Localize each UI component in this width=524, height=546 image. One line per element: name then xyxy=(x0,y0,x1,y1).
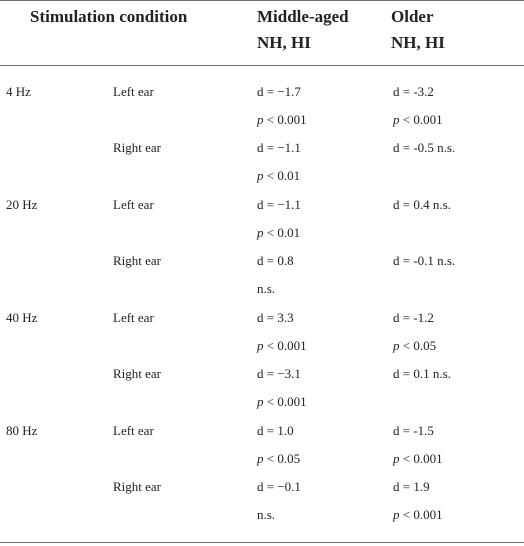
middle-aged-value xyxy=(257,78,307,134)
effect-size: d = −1.1 xyxy=(257,140,301,155)
group-80hz xyxy=(0,417,524,530)
effect-size: d = 0.4 n.s. xyxy=(393,197,451,212)
older-value xyxy=(393,191,451,219)
older-value xyxy=(393,134,455,162)
p-value: p < 0.01 xyxy=(257,168,301,183)
effect-size: d = 3.3 xyxy=(257,310,294,325)
ear-label: Right ear xyxy=(113,253,162,268)
table-row xyxy=(0,191,524,247)
table-row xyxy=(0,78,524,134)
ear-label: Right ear xyxy=(113,479,162,494)
effect-size: d = -1.5 xyxy=(393,423,434,438)
ear-label: Left ear xyxy=(113,197,154,212)
ear-label: Left ear xyxy=(113,84,154,99)
middle-aged-value xyxy=(257,473,301,529)
middle-aged-value xyxy=(257,134,301,190)
p-value: p < 0.001 xyxy=(257,338,307,353)
ear-label: Left ear xyxy=(113,310,154,325)
ear-label: Left ear xyxy=(113,423,154,438)
table-header xyxy=(0,4,524,64)
header-older-line2: NH, HI xyxy=(391,33,445,52)
older-value xyxy=(393,78,443,134)
effect-size: d = -1.2 xyxy=(393,310,434,325)
header-stimulation-condition: Stimulation condition xyxy=(30,7,188,26)
header-older-line1: Older xyxy=(391,7,434,26)
effect-size: d = 0.8 xyxy=(257,253,294,268)
middle-aged-value xyxy=(257,360,307,416)
table-row xyxy=(0,417,524,473)
p-value: p < 0.001 xyxy=(393,112,443,127)
table-bottom-rule xyxy=(0,542,524,543)
middle-aged-value xyxy=(257,304,307,360)
table-row xyxy=(0,134,524,190)
middle-aged-value xyxy=(257,247,294,303)
effect-size: d = −1.1 xyxy=(257,197,301,212)
p-value: p < 0.05 xyxy=(393,338,437,353)
freq-label: 4 Hz xyxy=(6,84,31,99)
table-top-rule xyxy=(0,0,524,1)
group-4hz xyxy=(0,78,524,191)
older-value xyxy=(393,247,455,275)
p-value: p < 0.05 xyxy=(257,451,301,466)
p-value: p < 0.001 xyxy=(257,112,307,127)
group-40hz xyxy=(0,304,524,417)
freq-label: 80 Hz xyxy=(6,423,38,438)
effect-size: d = −0.1 xyxy=(257,479,301,494)
effect-size: d = -0.1 n.s. xyxy=(393,253,456,268)
p-value: p < 0.001 xyxy=(393,507,443,522)
middle-aged-value xyxy=(257,191,301,247)
not-significant: n.s. xyxy=(257,281,276,296)
table-row xyxy=(0,473,524,529)
effect-size: d = 1.9 xyxy=(393,479,430,494)
effect-size: d = −1.7 xyxy=(257,84,301,99)
p-value: p < 0.01 xyxy=(257,225,301,240)
freq-label: 40 Hz xyxy=(6,310,38,325)
header-older xyxy=(391,4,445,56)
table-body xyxy=(0,78,524,530)
table-row xyxy=(0,304,524,360)
effect-size: d = 1.0 xyxy=(257,423,294,438)
older-value xyxy=(393,473,443,529)
effect-size: d = 0.1 n.s. xyxy=(393,366,451,381)
ear-label: Right ear xyxy=(113,366,162,381)
header-middle-aged xyxy=(257,4,349,56)
p-value: p < 0.001 xyxy=(393,451,443,466)
freq-label: 20 Hz xyxy=(6,197,38,212)
table-row xyxy=(0,360,524,416)
header-rule xyxy=(0,65,524,66)
middle-aged-value xyxy=(257,417,300,473)
header-middle-aged-line2: NH, HI xyxy=(257,33,311,52)
p-value: p < 0.001 xyxy=(257,394,307,409)
older-value xyxy=(393,304,436,360)
effect-size: d = -3.2 xyxy=(393,84,434,99)
not-significant: n.s. xyxy=(257,507,276,522)
table-row xyxy=(0,247,524,303)
group-20hz xyxy=(0,191,524,304)
older-value xyxy=(393,360,451,388)
ear-label: Right ear xyxy=(113,140,162,155)
older-value xyxy=(393,417,443,473)
effect-size: d = −3.1 xyxy=(257,366,301,381)
effect-size: d = -0.5 n.s. xyxy=(393,140,456,155)
header-middle-aged-line1: Middle-aged xyxy=(257,7,349,26)
